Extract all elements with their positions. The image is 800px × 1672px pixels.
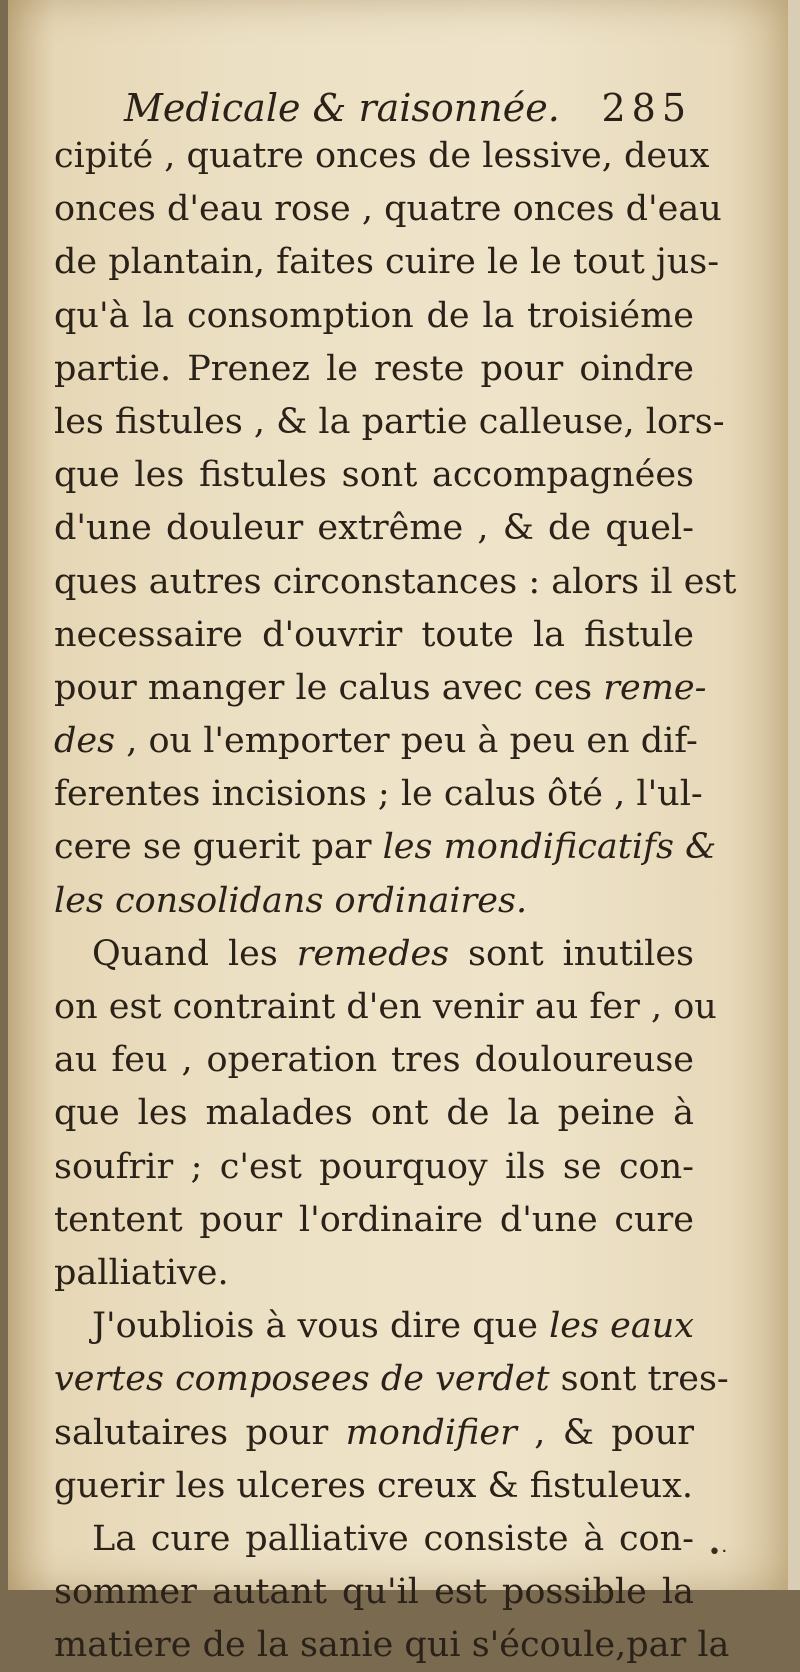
text-line <box>54 130 710 183</box>
text-segment: matiere de la sanie qui s'écoule,par la <box>54 1625 730 1666</box>
text-segment: partie. Prenez le reste pour oindre <box>54 348 694 389</box>
italic-text: vertes composees de verdet <box>54 1359 550 1400</box>
text-segment: Quand les <box>92 933 297 974</box>
text-segment: palliative. <box>54 1252 229 1293</box>
text-segment: , ou l'emporter peu à peu en dif- <box>115 721 698 762</box>
text-segment: cipité , quatre onces de lessive, deux <box>54 136 710 176</box>
text-segment: pour manger le calus avec ces <box>54 667 604 708</box>
text-segment: d'une douleur extrême , & de quel- <box>54 508 694 549</box>
text-line <box>54 1087 694 1140</box>
page-number: 285 <box>601 86 692 130</box>
text-line <box>54 236 720 289</box>
italic-text: remedes <box>296 933 450 974</box>
text-line <box>54 556 737 609</box>
text-line <box>54 396 725 449</box>
text-segment: ferentes incisions ; le calus ôté , l'ul- <box>54 774 703 815</box>
text-line <box>54 1353 729 1406</box>
text-line <box>54 183 722 236</box>
text-segment: que les fistules sont accompagnées <box>54 455 694 496</box>
text-line <box>54 1247 694 1300</box>
text-line <box>54 662 707 715</box>
text-line <box>54 502 694 555</box>
text-line <box>54 768 703 821</box>
italic-text: reme- <box>603 667 707 708</box>
page-edge <box>788 0 800 1590</box>
text-line <box>54 1141 694 1194</box>
text-line <box>54 875 694 928</box>
running-title: Medicale & raisonnée. <box>124 86 560 130</box>
text-segment: necessaire d'ouvrir toute la fistule <box>54 614 694 655</box>
italic-text: des <box>54 721 116 762</box>
text-line <box>54 1034 694 1087</box>
text-line <box>54 1460 694 1513</box>
text-segment: sommer autant qu'il est possible la <box>54 1572 694 1613</box>
text-line <box>54 821 717 874</box>
text-segment: les fistules , & la partie calleuse, lors- <box>54 401 725 442</box>
text-line <box>54 1300 694 1353</box>
italic-text: les consolidans ordinaires. <box>54 880 528 921</box>
text-segment: soufrir ; c'est pourquoy ils se con- <box>54 1146 694 1187</box>
text-segment: qu'à la consomption de la troisiéme <box>54 295 694 336</box>
italic-text: les eaux <box>549 1306 694 1347</box>
text-segment: que les malades ont de la peine à <box>54 1093 694 1134</box>
text-segment: cere se guerit par <box>54 827 383 868</box>
text-line <box>54 449 694 502</box>
running-header <box>54 70 694 130</box>
text-segment: de plantain, faites cuire le le tout jus- <box>54 242 720 283</box>
body-text <box>54 130 737 1672</box>
text-segment: J'oubliois à vous dire que <box>92 1306 550 1347</box>
text-segment: onces d'eau rose , quatre onces d'eau <box>54 189 722 230</box>
text-line <box>54 290 694 343</box>
text-line <box>54 1619 730 1672</box>
ink-blot: •ᐧ <box>708 1540 727 1565</box>
text-line <box>54 715 698 768</box>
text-line <box>54 609 694 662</box>
text-line <box>54 981 717 1034</box>
text-segment: on est contraint d'en venir au fer , ou <box>54 987 717 1027</box>
text-segment: sont inutiles <box>449 933 694 974</box>
text-line <box>54 1194 694 1247</box>
page-text <box>54 70 737 1672</box>
text-segment: ques autres circonstances : alors il est <box>54 561 737 602</box>
italic-text: mondifier <box>345 1412 517 1453</box>
text-line <box>54 1513 694 1566</box>
text-segment: La cure palliative consiste à con- <box>92 1518 694 1559</box>
text-line <box>54 1407 694 1460</box>
book-page <box>8 0 788 1666</box>
text-segment: , & pour <box>516 1412 694 1453</box>
text-segment: guerir les ulceres creux & fistuleux. <box>54 1465 693 1506</box>
text-line <box>54 1566 694 1619</box>
text-line <box>54 928 694 981</box>
text-segment: sont tres- <box>549 1359 729 1400</box>
text-segment: salutaires pour <box>54 1412 346 1453</box>
italic-text: les mondificatifs & <box>382 827 717 868</box>
text-segment: tentent pour l'ordinaire d'une cure <box>54 1199 694 1240</box>
text-line <box>54 343 694 396</box>
text-segment: au feu , operation tres douloureuse <box>54 1040 694 1081</box>
